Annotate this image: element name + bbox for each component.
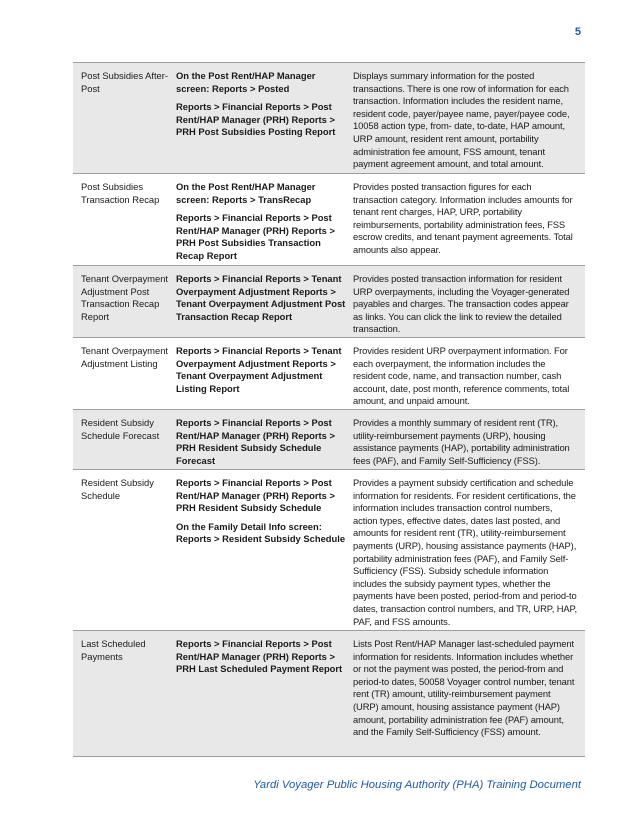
report-paths [176, 181, 353, 260]
report-name: Resident Subsidy Schedule [81, 477, 154, 501]
table-row [73, 174, 585, 266]
table-row [73, 631, 585, 757]
report-paths [176, 477, 353, 625]
report-paths [176, 273, 353, 332]
menu-path: Reports > Financial Reports > Post Rent/HAP Manager (PRH) Reports > PRH Resident Subsidy Schedule [176, 477, 335, 514]
report-name: Last Scheduled Payments [81, 638, 146, 662]
page-number: 5 [574, 26, 581, 38]
menu-path: Reports > Financial Reports > Post Rent/HAP Manager (PRH) Reports > PRH Resident Subsidy Schedule Forecast [176, 417, 335, 466]
reports-table [73, 62, 585, 757]
report-description: Displays summary information for the posted transactions. There is one row of information for each transaction. Information includes the resident name, resident code, payer/payee name, payer/payee code, 10058 action type, from- date, to-date, HAP amount, URP amount, resident rent amount, portability administration fee amount, FSS amount, tenant payment agreement amount, and total amount. [353, 70, 570, 170]
report-description: Provides posted transaction figures for each transaction category. Information includes amounts for tenant rent charges, HAP, URP, portability reimbursements, portability administration fees, FSS escrow credits, and tenant payment agreements. Total amounts also appear. [353, 181, 573, 255]
report-description: Provides a monthly summary of resident rent (TR), utility-reimbursement payments (URP), housing assistance payments (HAP), portability administration fees (PAF), and Family Self-Sufficiency (FSS). [353, 417, 570, 466]
menu-path: Reports > Financial Reports > Tenant Overpayment Adjustment Reports > Tenant Overpayment Adjustment Listing Report [176, 345, 342, 394]
report-name: Resident Subsidy Schedule Forecast [81, 417, 160, 441]
menu-path: On the Family Detail Info screen: Reports > Resident Subsidy Schedule [176, 520, 346, 545]
report-name: Post Subsidies Transaction Recap [81, 181, 160, 205]
menu-path: Reports > Financial Reports > Post Rent/HAP Manager (PRH) Reports > PRH Last Scheduled Payment Report [176, 638, 343, 675]
report-name: Tenant Overpayment Adjustment Post Transaction Recap Report [81, 273, 169, 322]
document-footer: Yardi Voyager Public Housing Authority (PHA) Training Document [253, 779, 581, 791]
menu-path: Reports > Financial Reports > Tenant Overpayment Adjustment Reports > Tenant Overpayment Adjustment Post Transaction Recap Report [176, 273, 346, 322]
report-name: Tenant Overpayment Adjustment Listing [81, 345, 169, 369]
menu-path: On the Post Rent/HAP Manager screen: Reports > Posted [176, 70, 316, 94]
report-paths [176, 70, 353, 168]
table-row [73, 470, 585, 631]
report-paths [176, 638, 353, 751]
menu-path: Reports > Financial Reports > Post Rent/HAP Manager (PRH) Reports > PRH Post Subsidies Transaction Recap Report [176, 212, 335, 261]
report-paths [176, 417, 353, 464]
report-description: Lists Post Rent/HAP Manager last-scheduled payment information for residents. Information includes whether or not the payment was posted, the period-from and period-to dates, 50058 Voyager control number, tenant rent (TR) amount, utility-reimbursement payment (URP) amount, housing assistance payment (HAP) amount, portability administration fee (PAF) amount, and the Family Self-Sufficiency (FSS) amount. [353, 638, 575, 738]
menu-path: Reports > Financial Reports > Post Rent/HAP Manager (PRH) Reports > PRH Post Subsidies Posting Report [176, 101, 336, 138]
table-row [73, 338, 585, 410]
report-description: Provides resident URP overpayment information. For each overpayment, the information includes the resident code, name, and transaction number, cash account, date, post month, reference comments, total amount, and unpaid amount. [353, 345, 570, 407]
menu-path: On the Post Rent/HAP Manager screen: Reports > TransRecap [176, 181, 316, 205]
table-row [73, 63, 585, 174]
report-description: Provides posted transaction information for resident URP overpayments, including the Voyager-generated payables and charges. The transaction codes appear as links. You can click the link to review the detailed transaction. [353, 273, 570, 335]
table-row [73, 266, 585, 338]
report-description: Provides a payment subsidy certification and schedule information for residents. For resident certifications, the information includes transaction control numbers, action types, effective dates, dates last posted, and amounts for resident rent (TR), utility-reimbursement payments (URP), housing assistance payments (HAP), portability administration fees (PAF), and Family Self-Sufficiency (FSS). Subsidy schedule information includes the subsidy payment types, whether the payments have been posted, period-from and period-to dates, transaction control numbers, and TR, URP, HAP, PAF, and FSS amounts. [353, 477, 577, 627]
report-name: Post Subsidies After-Post [81, 70, 169, 94]
report-paths [176, 345, 353, 404]
table-row [73, 410, 585, 470]
